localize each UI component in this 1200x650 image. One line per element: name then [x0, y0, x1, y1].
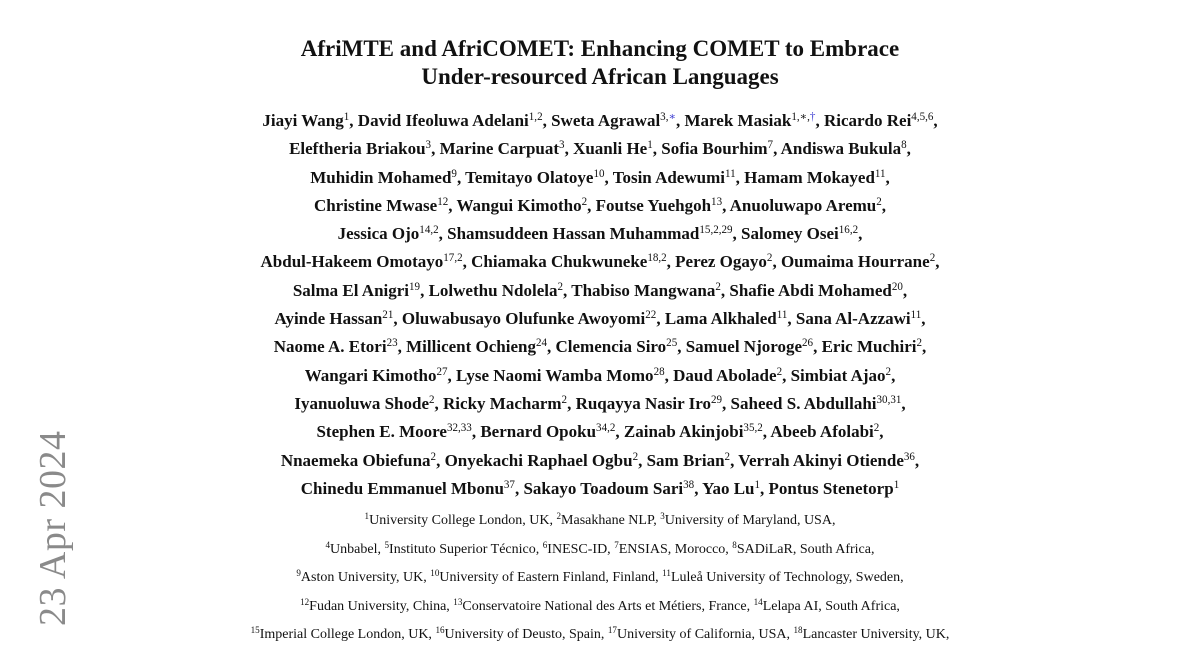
affiliation-marker: 11: [910, 309, 922, 322]
author-separator: ,: [564, 139, 574, 159]
author-name: Abdul-Hakeem Omotayo: [260, 252, 444, 272]
author-separator: ,: [933, 111, 938, 130]
author-separator: ,: [436, 450, 445, 470]
paper-title-line-2: Under-resourced African Languages: [421, 64, 779, 89]
author-name: Onyekachi Raphael Ogbu: [444, 450, 633, 470]
author-name: Oumaima Hourrane: [780, 252, 930, 272]
author-line: [0, 391, 1200, 419]
affiliation-name: University of California, USA,: [616, 627, 794, 642]
author-separator: ,: [604, 167, 613, 187]
affiliation-name: Lancaster University, UK,: [802, 627, 950, 642]
author-separator: ,: [349, 111, 358, 130]
affiliation-marker: 2: [715, 280, 721, 293]
affiliation-marker: 2: [724, 450, 731, 463]
author-name: Shamsuddeen Hassan Muhammad: [447, 224, 700, 244]
author-name: Sam Brian: [646, 450, 725, 470]
author-name: Sofia Bourhim: [661, 139, 768, 159]
affiliation-marker: 11: [776, 309, 788, 322]
author-line: [0, 476, 1200, 504]
affiliation-number: 1: [364, 511, 370, 521]
affiliation-number: 5: [384, 539, 390, 550]
affiliation-marker: 2: [581, 195, 588, 208]
author-name: Ricardo Rei: [823, 111, 912, 130]
author-name: Simbiat Ajao: [790, 365, 886, 385]
affiliation-number: 14: [753, 596, 763, 607]
author-name: Clemencia Siro: [555, 337, 667, 357]
affiliation-marker: 9: [451, 167, 457, 180]
author-separator: ,: [547, 337, 556, 357]
author-separator: ,: [772, 252, 781, 272]
affiliation-marker: 3: [559, 139, 565, 152]
author-name: Salomey Osei: [741, 224, 839, 244]
affiliation-marker: 2: [929, 252, 936, 265]
author-name: Bernard Opoku: [480, 422, 597, 442]
author-name: Foutse Yuehgoh: [595, 195, 712, 215]
affiliation-marker: 3: [425, 139, 432, 152]
affiliation-line: [0, 564, 1200, 593]
author-name: Zainab Akinjobi: [623, 422, 744, 442]
author-separator: ,: [567, 393, 576, 413]
author-name: Marek Masiak: [684, 111, 792, 130]
affiliation-marker: 17,2: [443, 252, 463, 265]
affiliation-marker: 29: [710, 393, 723, 406]
affiliation-marker: 28: [653, 365, 665, 378]
author-name: Samuel Njoroge: [685, 337, 803, 357]
author-name: Nnaemeka Obiefuna: [280, 450, 431, 470]
affiliation-name: University of Maryland, USA,: [664, 513, 836, 528]
author-separator: ,: [694, 478, 703, 498]
author-separator: ,: [438, 224, 448, 244]
author-name: Iyanuoluwa Shode: [294, 393, 429, 413]
author-name: Perez Ogayo: [675, 252, 767, 272]
author-separator: ,: [514, 478, 524, 498]
affiliation-marker: 21: [382, 309, 394, 322]
author-separator: ,: [762, 422, 771, 442]
author-name: Chiamaka Chukwuneke: [471, 252, 648, 272]
affiliation-name: Imperial College London, UK,: [259, 627, 436, 642]
author-line: [0, 363, 1200, 391]
author-separator: ,: [891, 365, 896, 385]
author-separator: ,: [815, 111, 824, 130]
author-name: Tosin Adewumi: [612, 167, 725, 187]
author-name: Lama Alkhaled: [664, 309, 777, 329]
affiliation-marker: 2: [430, 450, 437, 463]
author-separator: ,: [675, 111, 685, 130]
affiliation-number: 4: [325, 539, 331, 550]
author-separator: ,: [434, 393, 444, 413]
author-separator: ,: [720, 280, 730, 300]
affiliation-marker: 2: [885, 365, 892, 378]
author-separator: ,: [722, 195, 730, 215]
affiliation-line: [0, 621, 1200, 650]
author-separator: ,: [431, 139, 440, 159]
author-line: [0, 221, 1200, 249]
affiliation-marker: 37: [503, 478, 515, 491]
paper-title-line-1: AfriMTE and AfriCOMET: Enhancing COMET to Embrace: [300, 36, 900, 61]
affiliation-marker: 1: [343, 110, 350, 123]
affiliation-marker: 20: [891, 280, 903, 293]
author-name: Ricky Macharm: [443, 393, 562, 413]
affiliation-marker: 7: [767, 139, 774, 152]
author-separator: ,: [666, 252, 676, 272]
author-line: [0, 136, 1200, 164]
author-separator: ,: [471, 422, 481, 442]
arxiv-date-stamp: 23 Apr 2024: [32, 430, 74, 626]
affiliation-number: 11: [662, 568, 671, 578]
author-separator: ,: [914, 450, 920, 470]
affiliation-name: INESC-ID,: [547, 541, 615, 557]
author-line: [0, 334, 1200, 362]
affiliation-marker: 11: [874, 167, 886, 180]
affiliation-marker: 2: [876, 195, 882, 208]
author-name: Hamam Mokayed: [744, 167, 875, 187]
author-name: Verrah Akinyi Otiende: [738, 450, 904, 470]
affiliation-marker: 15,2,29: [699, 224, 733, 237]
affiliation-name: University of Eastern Finland, Finland,: [439, 570, 663, 585]
affiliation-marker: 22: [645, 309, 657, 322]
author-separator: ,: [901, 393, 906, 413]
author-name: Millicent Ochieng: [406, 337, 536, 357]
affiliation-name: University College London, UK,: [369, 513, 557, 528]
author-line: [0, 419, 1200, 447]
author-name: Lolwethu Ndolela: [428, 280, 558, 300]
author-line: [0, 306, 1200, 334]
affiliation-marker: 2: [776, 365, 783, 378]
author-separator: ,: [787, 309, 796, 329]
author-separator: ,: [563, 280, 572, 300]
author-separator: ,: [782, 365, 791, 385]
author-name: Naome A. Etori: [273, 337, 387, 357]
author-name: Sweta Agrawal: [551, 111, 661, 130]
author-separator: ,: [393, 309, 402, 329]
affiliation-marker: 13: [711, 195, 723, 208]
affiliation-name: SADiLaR, South Africa,: [736, 541, 875, 557]
author-list: [0, 108, 1200, 504]
affiliation-marker: 2: [429, 393, 435, 406]
author-separator: ,: [447, 365, 456, 385]
affiliation-marker: 2: [561, 393, 568, 406]
author-name: Wangui Kimotho: [456, 195, 582, 215]
author-line: [0, 278, 1200, 306]
affiliation-name: Masakhane NLP,: [561, 513, 661, 528]
author-separator: ,: [456, 167, 466, 187]
affiliation-marker: 23: [386, 337, 398, 350]
author-separator: ,: [773, 139, 781, 159]
affiliation-marker: 1,∗,†: [791, 110, 816, 123]
author-line: [0, 193, 1200, 221]
author-separator: ,: [397, 337, 407, 357]
affiliation-name: University of Deusto, Spain,: [444, 627, 608, 642]
affiliation-marker: 16,2: [838, 224, 859, 237]
author-separator: ,: [652, 139, 662, 159]
paper-title: [0, 35, 1200, 91]
affiliation-number: 9: [296, 568, 301, 578]
author-separator: ,: [462, 252, 472, 272]
affiliation-number: 12: [300, 596, 310, 607]
author-name: David Ifeoluwa Adelani: [357, 111, 529, 130]
author-separator: ,: [615, 422, 624, 442]
affiliation-marker: 2: [916, 337, 923, 350]
author-separator: ,: [664, 365, 674, 385]
affiliation-list: [0, 507, 1200, 650]
author-name: Temitayo Olatoye: [465, 167, 594, 187]
author-separator: ,: [587, 195, 596, 215]
affiliation-number: 18: [793, 625, 803, 635]
affiliation-name: ENSIAS, Morocco,: [618, 541, 733, 557]
author-name: Christine Mwase: [313, 195, 438, 215]
affiliation-name: Fudan University, China,: [309, 598, 454, 614]
author-name: Ruqayya Nasir Iro: [575, 393, 711, 413]
author-separator: ,: [921, 309, 926, 329]
affiliation-marker: 26: [802, 337, 814, 350]
affiliation-marker: 14,2: [419, 224, 439, 237]
author-separator: ,: [722, 393, 731, 413]
author-name: Jessica Ojo: [337, 224, 420, 244]
author-name: Pontus Stenetorp: [768, 478, 894, 498]
affiliation-marker: 1: [754, 478, 761, 491]
affiliation-marker: 4,5,6: [911, 110, 934, 123]
author-name: Ayinde Hassan: [274, 309, 383, 329]
author-separator: ,: [420, 280, 429, 300]
author-separator: ,: [677, 337, 686, 357]
affiliation-marker: 18,2: [647, 252, 667, 265]
author-name: Marine Carpuat: [439, 139, 560, 159]
author-name: Xuanli He: [573, 139, 648, 159]
affiliation-marker: 25: [666, 337, 678, 350]
affiliation-marker: 11: [724, 167, 736, 180]
affiliation-marker: 8: [901, 139, 907, 152]
affiliation-marker: 34,2: [596, 422, 616, 435]
affiliation-line: [0, 536, 1200, 565]
author-separator: ,: [448, 195, 457, 215]
author-name: Andiswa Bukula: [780, 139, 902, 159]
affiliation-line: [0, 507, 1200, 536]
affiliation-marker: 30,31: [876, 393, 902, 406]
author-separator: ,: [760, 478, 769, 498]
author-name: Stephen E. Moore: [316, 422, 447, 442]
author-name: Oluwabusayo Olufunke Awoyomi: [401, 309, 646, 329]
affiliation-marker: 27: [436, 365, 448, 378]
author-name: Salma El Anigri: [292, 280, 410, 300]
affiliation-marker: 36: [903, 450, 915, 463]
affiliation-number: 10: [430, 568, 440, 578]
author-name: Jiayi Wang: [262, 111, 344, 130]
affiliation-number: 16: [435, 625, 445, 635]
affiliation-marker: 1,2: [528, 110, 543, 123]
affiliation-marker: 10: [593, 167, 605, 180]
author-separator: ,: [542, 111, 552, 130]
affiliation-number: 2: [556, 511, 562, 521]
affiliation-number: 17: [607, 625, 617, 635]
author-separator: ,: [730, 450, 739, 470]
affiliation-number: 6: [542, 539, 548, 550]
affiliation-marker: 38: [683, 478, 695, 491]
author-name: Thabiso Mangwana: [571, 280, 716, 300]
author-line: [0, 165, 1200, 193]
author-name: Chinedu Emmanuel Mbonu: [300, 478, 504, 498]
author-name: Shafie Abdi Mohamed: [729, 280, 892, 300]
author-name: Eleftheria Briakou: [289, 139, 426, 159]
author-name: Yao Lu: [702, 478, 755, 498]
affiliation-name: Unbabel,: [330, 541, 385, 557]
author-name: Abeeb Afolabi: [770, 422, 874, 442]
affiliation-marker: 24: [535, 337, 548, 350]
author-name: Saheed S. Abdullahi: [730, 393, 877, 413]
author-name: Wangari Kimotho: [304, 365, 437, 385]
affiliation-marker: 2: [873, 422, 880, 435]
author-name: Daud Abolade: [673, 365, 777, 385]
author-separator: ,: [735, 167, 745, 187]
affiliation-marker: 1: [647, 139, 653, 152]
author-separator: ,: [885, 167, 890, 187]
affiliation-name: Luleå University of Technology, Sweden,: [670, 570, 904, 585]
author-name: Muhidin Mohamed: [310, 167, 452, 187]
affiliation-number: 13: [453, 596, 463, 607]
affiliation-marker: 35,2: [743, 422, 763, 435]
author-line: [0, 108, 1200, 136]
author-name: Eric Muchiri: [821, 337, 917, 357]
author-separator: ,: [656, 309, 665, 329]
affiliation-marker: 1: [893, 478, 900, 491]
author-name: Anuoluwapo Aremu: [729, 195, 877, 215]
footnote-link-marker[interactable]: †: [809, 110, 816, 123]
affiliation-name: Instituto Superior Técnico,: [389, 541, 543, 557]
author-separator: ,: [638, 450, 647, 470]
author-name: Sakayo Toadoum Sari: [523, 478, 684, 498]
affiliation-number: 15: [250, 625, 260, 635]
affiliation-number: 8: [732, 539, 737, 550]
affiliation-marker: 2: [766, 252, 773, 265]
affiliation-marker: 19: [409, 280, 421, 293]
affiliation-name: Conservatoire National des Arts et Métiers, France,: [462, 598, 754, 614]
author-line: [0, 448, 1200, 476]
affiliation-marker: 3,∗: [660, 110, 676, 123]
author-separator: ,: [906, 139, 911, 159]
author-name: Lyse Naomi Wamba Momo: [456, 365, 654, 385]
affiliation-line: [0, 593, 1200, 622]
affiliation-marker: 2: [557, 280, 564, 293]
author-separator: ,: [879, 422, 884, 442]
affiliation-marker: 12: [437, 195, 449, 208]
affiliation-marker: 32,33: [446, 422, 472, 435]
author-separator: ,: [922, 337, 927, 357]
author-line: [0, 249, 1200, 277]
author-separator: ,: [813, 337, 822, 357]
affiliation-name: Lelapa AI, South Africa,: [762, 598, 900, 614]
footnote-link-marker[interactable]: ∗: [668, 110, 676, 123]
author-separator: ,: [881, 195, 887, 215]
affiliation-number: 7: [614, 539, 619, 550]
affiliation-marker: 2: [632, 450, 639, 463]
author-name: Sana Al-Azzawi: [795, 309, 911, 329]
author-separator: ,: [858, 224, 863, 244]
author-separator: ,: [935, 252, 940, 272]
affiliation-name: Aston University, UK,: [300, 570, 431, 585]
author-separator: ,: [732, 224, 742, 244]
author-separator: ,: [902, 280, 908, 300]
affiliation-number: 3: [660, 511, 665, 521]
